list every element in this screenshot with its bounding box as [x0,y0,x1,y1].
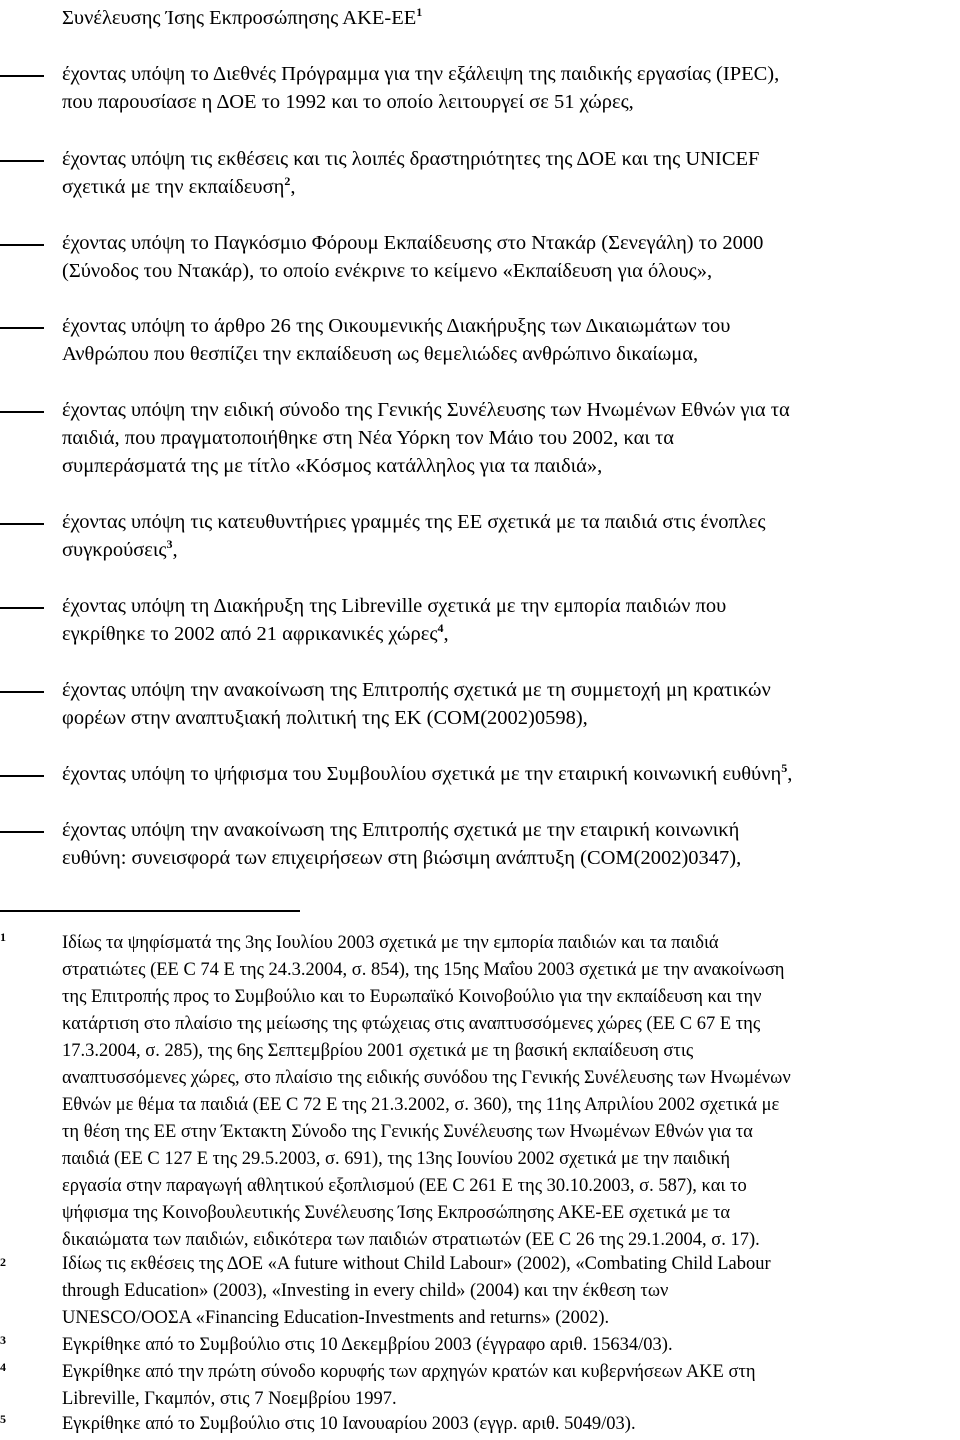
footnote-line: στρατιώτες (ΕΕ C 74 Ε της 24.3.2004, σ. 854), της 15ης Μαΐου 2003 σχετικά με την ανακοίνωση [62,960,785,980]
recital-line: φορέων στην αναπτυξιακή πολιτική της ΕΚ (COM(2002)0598), [62,707,588,729]
recital-text [62,60,952,116]
footnote-ref-5: 5 [781,761,788,775]
recital-line [62,760,952,788]
punctuation: , [290,176,296,198]
footnote-number: 1 [0,930,6,944]
footnote-line: Εγκρίθηκε από το Συμβούλιο στις 10 Ιανουαρίου 2003 (εγγρ. αριθ. 5049/03). [62,1414,636,1434]
recital-line-text: έχοντας υπόψη το ψήφισμα του Συμβουλίου σχετικά με την εταιρική κοινωνική ευθύνη [62,763,782,785]
recital-line: έχοντας υπόψη την ανακοίνωση της Επιτροπής σχετικά με τη συμμετοχή μη κρατικών [62,679,771,701]
recital-text [62,312,952,368]
recital-line: συμπεράσματά της με τίτλο «Κόσμος κατάλληλος για τα παιδιά», [62,455,603,477]
recital-line: που παρουσίασε η ΔΟΕ το 1992 και το οποίο λειτουργεί σε 51 χώρες, [62,91,634,113]
recital-line: έχοντας υπόψη το Παγκόσμιο Φόρουμ Εκπαίδευσης στο Ντακάρ (Σενεγάλη) το 2000 [62,232,764,254]
recital-text [62,592,952,648]
recital-line: παιδιά, που πραγματοποιήθηκε στη Νέα Υόρκη τον Μάιο του 2002, και τα [62,427,675,449]
recital-line: Ανθρώπου που θεσπίζει την εκπαίδευση ως θεμελιώδες ανθρώπινο δικαίωμα, [62,343,699,365]
footnote-ref-4: 4 [437,621,444,635]
footnote-number: 4 [0,1360,6,1374]
recital-text [62,229,952,285]
dash-bullet [0,831,44,833]
footnote-line: Εγκρίθηκε από την πρώτη σύνοδο κορυφής των αρχηγών κρατών και κυβερνήσεων ΑΚΕ στη [62,1362,756,1382]
footnote-line: κατάρτιση στο πλαίσιο της μείωσης της φτώχειας στις αναπτυσσόμενες χώρες (ΕΕ C 67 Ε της [62,1014,761,1034]
footnote-line: through Education» (2003), «Investing in every child» (2004) και την έκθεση των [62,1281,669,1301]
footnote-line: Ιδίως τις εκθέσεις της ΔΟΕ «A future without Child Labour» (2002), «Combating Child Labour [62,1254,771,1274]
footnote-text [62,1359,952,1413]
footnote-separator [0,910,300,912]
punctuation: , [172,539,178,561]
footnote-ref-3: 3 [166,537,173,551]
recital-line-text: συγκρούσεις [62,539,167,561]
footnote-number: 5 [0,1412,6,1426]
footnote-number: 3 [0,1333,6,1347]
recital-line [62,173,952,201]
recital-line-text: εγκρίθηκε το 2002 από 21 αφρικανικές χώρες [62,623,438,645]
footnote-line: δικαιώματα των παιδιών, ειδικότερα των παιδιών στρατιωτών (ΕΕ C 26 της 29.1.2004, σ. 17). [62,1230,760,1250]
dash-bullet [0,607,44,609]
dash-bullet [0,75,44,77]
dash-bullet [0,691,44,693]
footnote-line: ψήφισμα της Κοινοβουλευτικής Συνέλευσης Ίσης Εκπροσώπησης ΑΚΕ-ΕΕ σχετικά με τα [62,1203,731,1223]
recital-line: έχοντας υπόψη το άρθρο 26 της Οικουμενικής Διακήρυξης των Δικαιωμάτων του [62,315,731,337]
footnote-line: UNESCO/ΟΟΣΑ «Financing Education-Investments and returns» (2002). [62,1308,610,1328]
footnote-line: της Επιτροπής προς το Συμβούλιο και το Ευρωπαϊκό Κοινοβούλιο για την εκπαίδευση και την [62,987,762,1007]
footnote-text [62,1411,952,1438]
dash-bullet [0,244,44,246]
recital-line: (Σύνοδος του Ντακάρ), το οποίο ενέκρινε το κείμενο «Εκπαίδευση για όλους», [62,260,713,282]
heading-text: Συνέλευσης Ίσης Εκπροσώπησης ΑΚΕ-ΕΕ [62,7,417,29]
punctuation: , [787,763,793,785]
recital-text [62,760,952,788]
recital-text [62,508,952,564]
dash-bullet [0,327,44,329]
footnote-text [62,1251,952,1332]
footnote-line: Ιδίως τα ψηφίσματά της 3ης Ιουλίου 2003 σχετικά με την εμπορία παιδιών και τα παιδιά [62,933,719,953]
recital-line: έχοντας υπόψη τις κατευθυντήριες γραμμές της ΕΕ σχετικά με τα παιδιά στις ένοπλες [62,511,766,533]
recital-text [62,145,952,201]
footnote-line: αναπτυσσόμενες χώρες, στο πλαίσιο της ειδικής συνόδου της Γενικής Συνέλευσης των Ηνωμένων [62,1068,791,1088]
recital-line: έχοντας υπόψη την ανακοίνωση της Επιτροπής σχετικά με την εταιρική κοινωνική [62,819,740,841]
dash-bullet [0,160,44,162]
recital-line: έχοντας υπόψη τις εκθέσεις και τις λοιπές δραστηριότητες της ΔΟΕ και της UNICEF [62,148,760,170]
footnote-line: Εγκρίθηκε από το Συμβούλιο στις 10 Δεκεμβρίου 2003 (έγγραφο αριθ. 15634/03). [62,1335,673,1355]
footnote-ref-1: 1 [416,5,423,19]
recital-line: έχοντας υπόψη το Διεθνές Πρόγραμμα για την εξάλειψη της παιδικής εργασίας (IPEC), [62,63,780,85]
dash-bullet [0,411,44,413]
recital-text [62,676,952,732]
footnote-text [62,1332,952,1359]
footnote-line: Εθνών με θέμα τα παιδιά (ΕΕ C 72 Ε της 21.3.2002, σ. 360), της 11ης Απριλίου 2002 σχετικά με [62,1095,780,1115]
footnote-line: εργασία στην παραγωγή αθλητικού εξοπλισμού (ΕΕ C 261 Ε της 30.10.2003, σ. 587), και το [62,1176,747,1196]
recital-line-text: σχετικά με την εκπαίδευση [62,176,285,198]
footnote-line: τη θέση της ΕΕ στην Έκτακτη Σύνοδο της Γενικής Συνέλευσης των Ηνωμένων Εθνών για τα [62,1122,753,1142]
footnote-text [62,930,952,1254]
dash-bullet [0,523,44,525]
punctuation: , [443,623,449,645]
dash-bullet [0,775,44,777]
footnote-line: 17.3.2004, σ. 285), της 6ης Σεπτεμβρίου 2001 σχετικά με τη βασική εκπαίδευση στις [62,1041,694,1061]
heading-line [62,4,422,32]
footnote-line: Libreville, Γκαμπόν, στις 7 Νοεμβρίου 1997. [62,1389,397,1409]
footnote-line: παιδιά (ΕΕ C 127 Ε της 29.5.2003, σ. 691), της 13ης Ιουνίου 2002 σχετικά με την παιδική [62,1149,731,1169]
footnote-number: 2 [0,1255,6,1269]
recital-text [62,816,952,872]
recital-line [62,536,952,564]
footnote-ref-2: 2 [284,174,291,188]
recital-text [62,396,952,480]
recital-line: έχοντας υπόψη τη Διακήρυξη της Libreville σχετικά με την εμπορία παιδιών που [62,595,727,617]
recital-line: ευθύνη: συνεισφορά των επιχειρήσεων στη βιώσιμη ανάπτυξη (COM(2002)0347), [62,847,742,869]
recital-line [62,620,952,648]
recital-line: έχοντας υπόψη την ειδική σύνοδο της Γενικής Συνέλευσης των Ηνωμένων Εθνών για τα [62,399,790,421]
